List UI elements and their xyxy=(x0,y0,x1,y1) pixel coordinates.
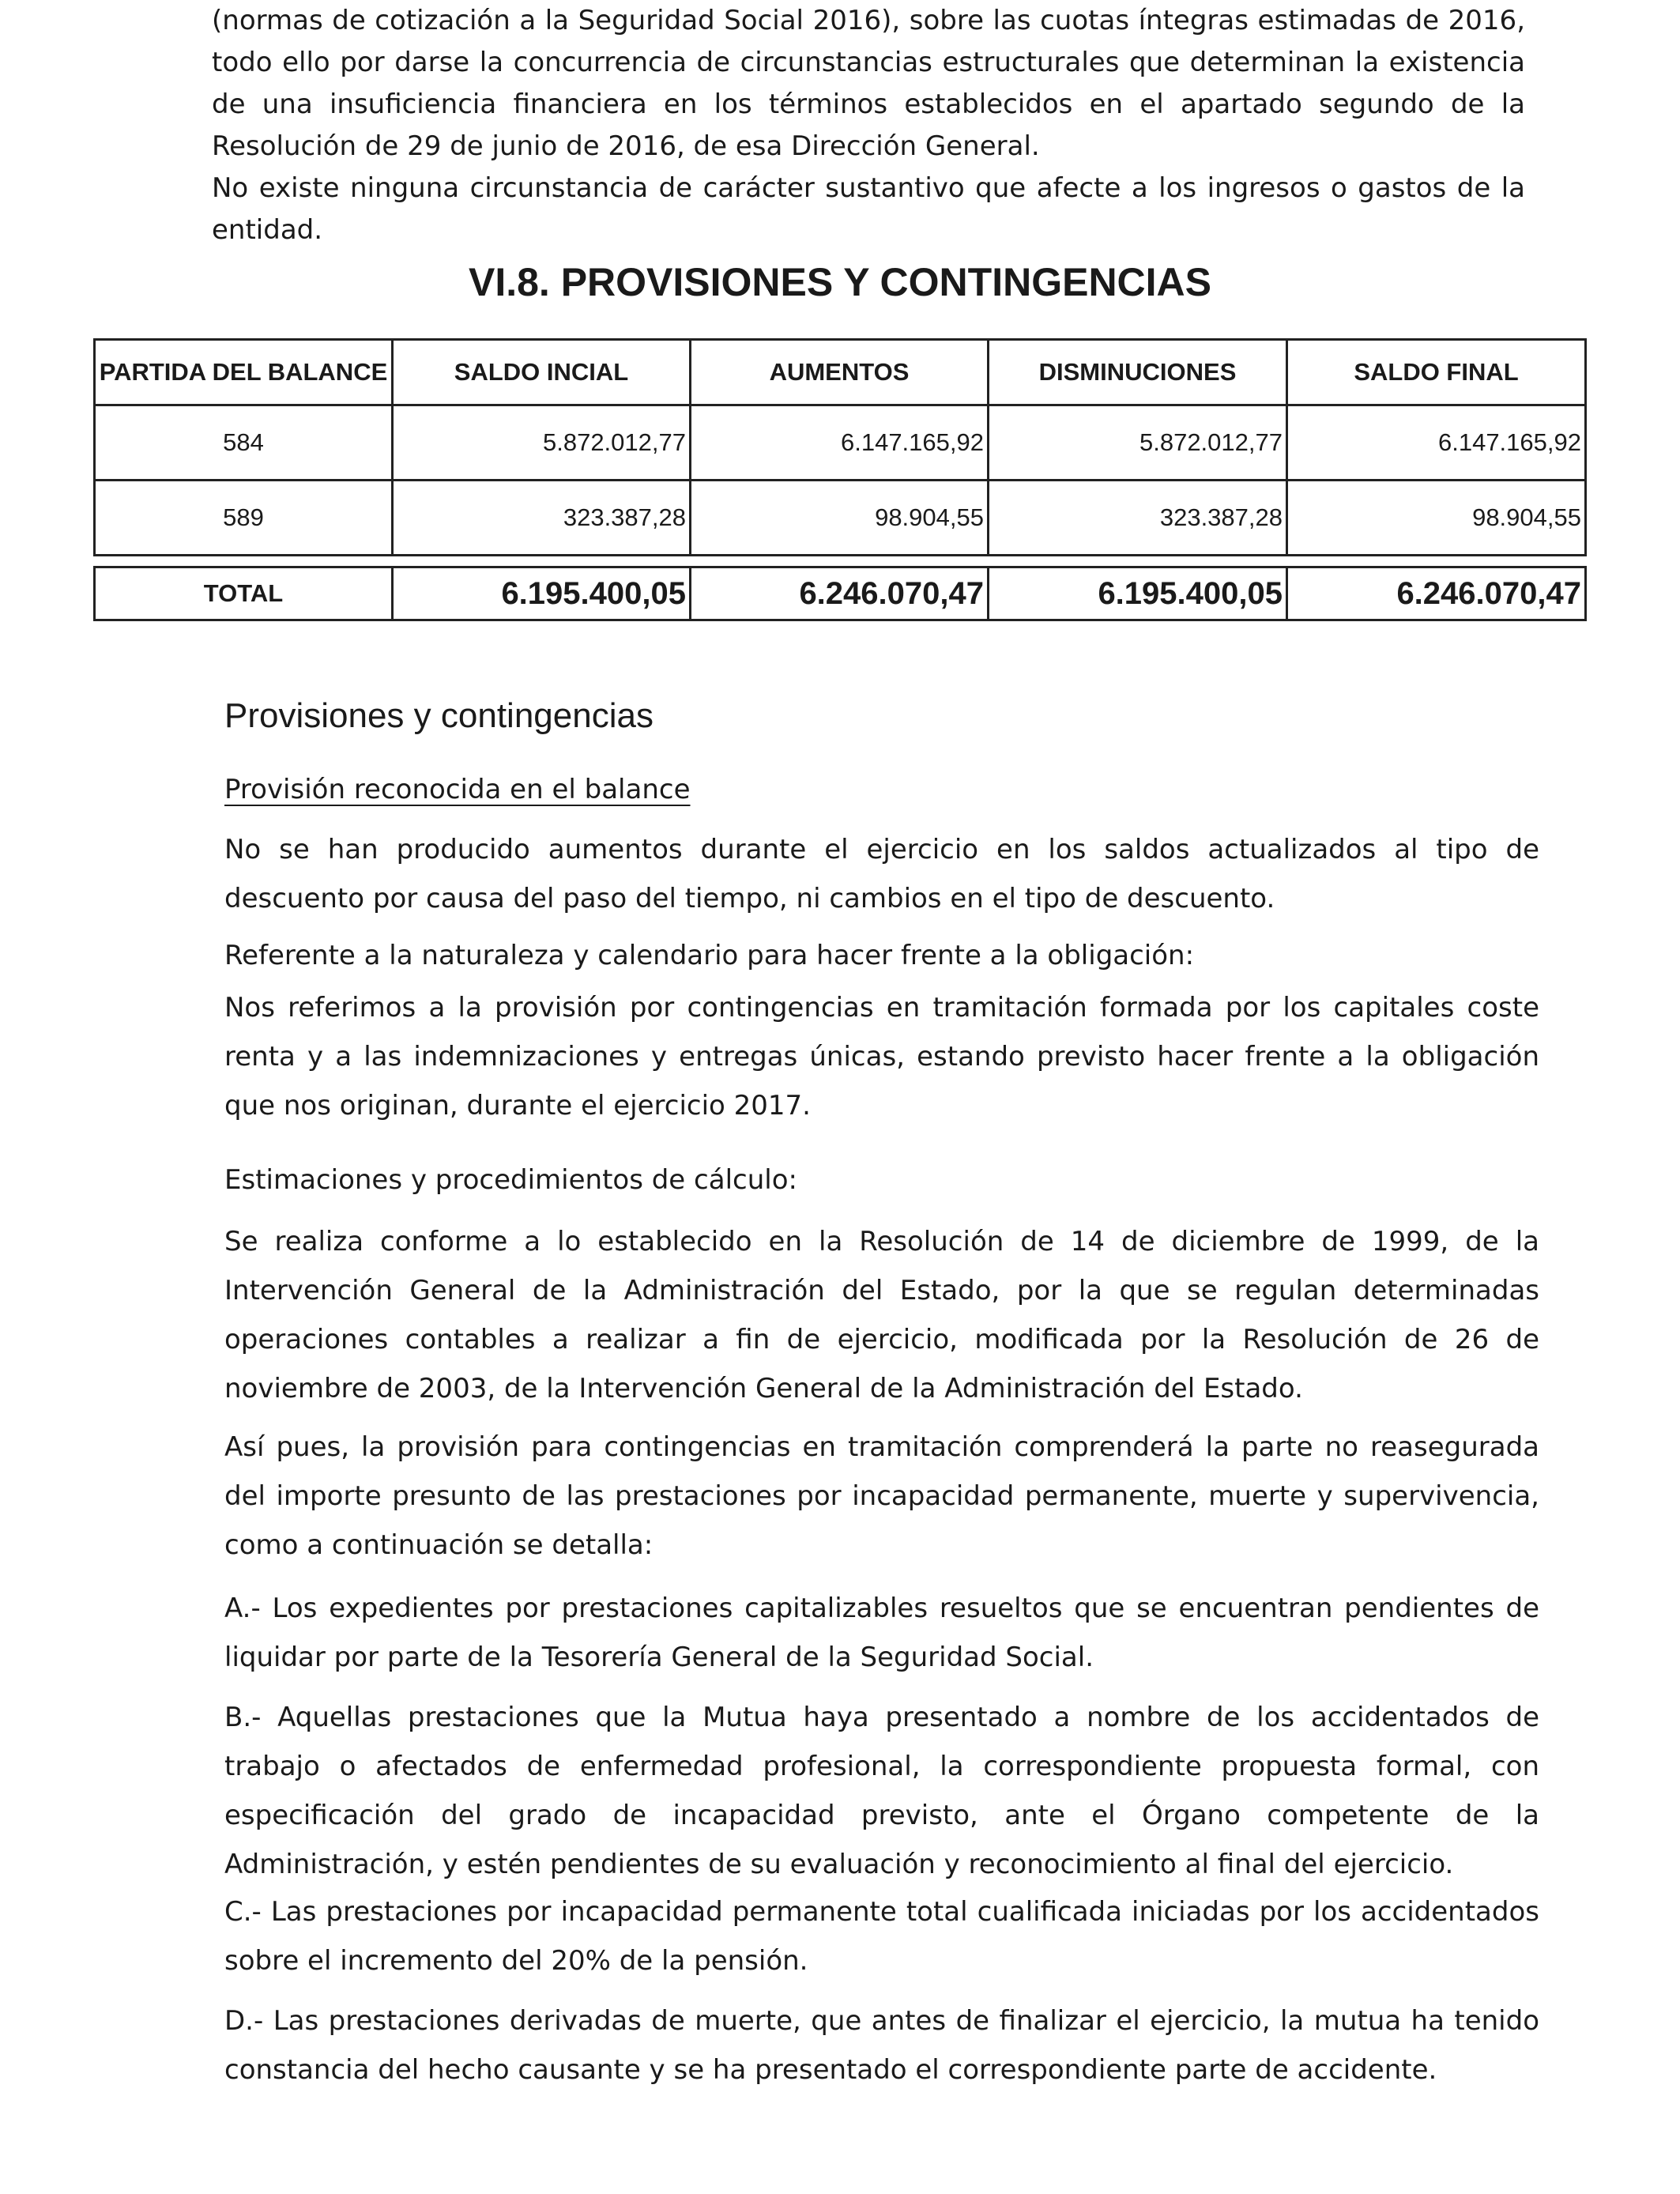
cell-disminuciones: 5.872.012,77 xyxy=(989,405,1287,481)
total-row xyxy=(95,567,1586,620)
table-row xyxy=(95,405,1586,481)
cell-aumentos: 6.147.165,92 xyxy=(691,405,989,481)
intro-paragraph-1: (normas de cotización a la Seguridad Social 2016), sobre las cuotas íntegras estimadas de 2016, todo ello por darse la concurrencia de circunstancias estructurales que determinan la existencia de una insuficiencia financiera en los términos establecidos en el apartado segundo de la Resolución de 29 de junio de 2016, de esa Dirección General. xyxy=(212,5,1525,162)
section-heading: VI.8. PROVISIONES Y CONTINGENCIAS xyxy=(468,260,1212,304)
total-aumentos: 6.246.070,47 xyxy=(691,567,989,620)
list-item-a: A.- Los expedientes por prestaciones capitalizables resueltos que se encuentran pendientes de liquidar por parte de la Tesorería General de la Seguridad Social. xyxy=(224,1593,1539,1673)
cell-saldo-final: 6.147.165,92 xyxy=(1287,405,1586,481)
provisions-table-total xyxy=(93,566,1587,621)
total-saldo-final: 6.246.070,47 xyxy=(1287,567,1586,620)
paragraph-3: Nos referimos a la provisión por contingencias en tramitación formada por los capitales coste renta y a las indemnizaciones y entregas únicas, estando previsto hacer frente a la obligación que nos originan, durante el ejercicio 2017. xyxy=(224,992,1539,1122)
provisions-table-body xyxy=(93,404,1587,556)
cell-disminuciones: 323.387,28 xyxy=(989,481,1287,556)
provision-heading: Provisión reconocida en el balance xyxy=(224,774,691,805)
total-disminuciones: 6.195.400,05 xyxy=(989,567,1287,620)
paragraph-4: Estimaciones y procedimientos de cálculo: xyxy=(224,1164,797,1196)
header-saldo-inicial: SALDO INCIAL xyxy=(393,340,691,405)
header-partida: PARTIDA DEL BALANCE xyxy=(95,340,393,405)
header-aumentos: AUMENTOS xyxy=(691,340,989,405)
list-item-b: B.- Aquellas prestaciones que la Mutua haya presentado a nombre de los accidentados de trabajo o afectados de enfermedad profesional, la correspondiente propuesta formal, con especificación del grado de incapacidad previsto, ante el Órgano competente de la Administración, y estén pendientes de su evaluación y reconocimiento al final del ejercicio. xyxy=(224,1702,1539,1880)
paragraph-1: No se han producido aumentos durante el ejercicio en los saldos actualizados al tipo de descuento por causa del paso del tiempo, ni cambios en el tipo de descuento. xyxy=(224,834,1539,914)
table-header-row xyxy=(95,340,1586,405)
total-label: TOTAL xyxy=(95,567,393,620)
cell-saldo-final: 98.904,55 xyxy=(1287,481,1586,556)
list-item-d: D.- Las prestaciones derivadas de muerte, que antes de finalizar el ejercicio, la mutua ha tenido constancia del hecho causante y se ha presentado el correspondiente parte de accidente. xyxy=(224,2005,1539,2086)
header-disminuciones: DISMINUCIONES xyxy=(989,340,1287,405)
paragraph-6: Así pues, la provisión para contingencias en tramitación comprenderá la parte no reasegurada del importe presunto de las prestaciones por incapacidad permanente, muerte y supervivencia, como a continuación se detalla: xyxy=(224,1431,1539,1561)
table-row xyxy=(95,481,1586,556)
intro-text xyxy=(212,0,1525,251)
provisions-table-header xyxy=(93,338,1587,406)
list-item-c: C.- Las prestaciones por incapacidad permanente total cualificada iniciadas por los accidentados sobre el incremento del 20% de la pensión. xyxy=(224,1896,1539,1977)
cell-saldo-inicial: 5.872.012,77 xyxy=(393,405,691,481)
cell-aumentos: 98.904,55 xyxy=(691,481,989,556)
cell-partida: 584 xyxy=(95,405,393,481)
total-saldo-inicial: 6.195.400,05 xyxy=(393,567,691,620)
intro-paragraph-2: No existe ninguna circunstancia de carácter sustantivo que afecte a los ingresos o gastos de la entidad. xyxy=(212,172,1525,246)
cell-partida: 589 xyxy=(95,481,393,556)
paragraph-2: Referente a la naturaleza y calendario para hacer frente a la obligación: xyxy=(224,940,1195,971)
cell-saldo-inicial: 323.387,28 xyxy=(393,481,691,556)
header-saldo-final: SALDO FINAL xyxy=(1287,340,1586,405)
subsection-title: Provisiones y contingencias xyxy=(224,696,654,735)
provision-heading-block xyxy=(224,765,1539,814)
paragraph-5: Se realiza conforme a lo establecido en la Resolución de 14 de diciembre de 1999, de la Intervención General de la Administración del Estado, por la que se regulan determinadas operaciones contables a realizar a fin de ejercicio, modificada por la Resolución de 26 de noviembre de 2003, de la Intervención General de la Administración del Estado. xyxy=(224,1226,1539,1404)
